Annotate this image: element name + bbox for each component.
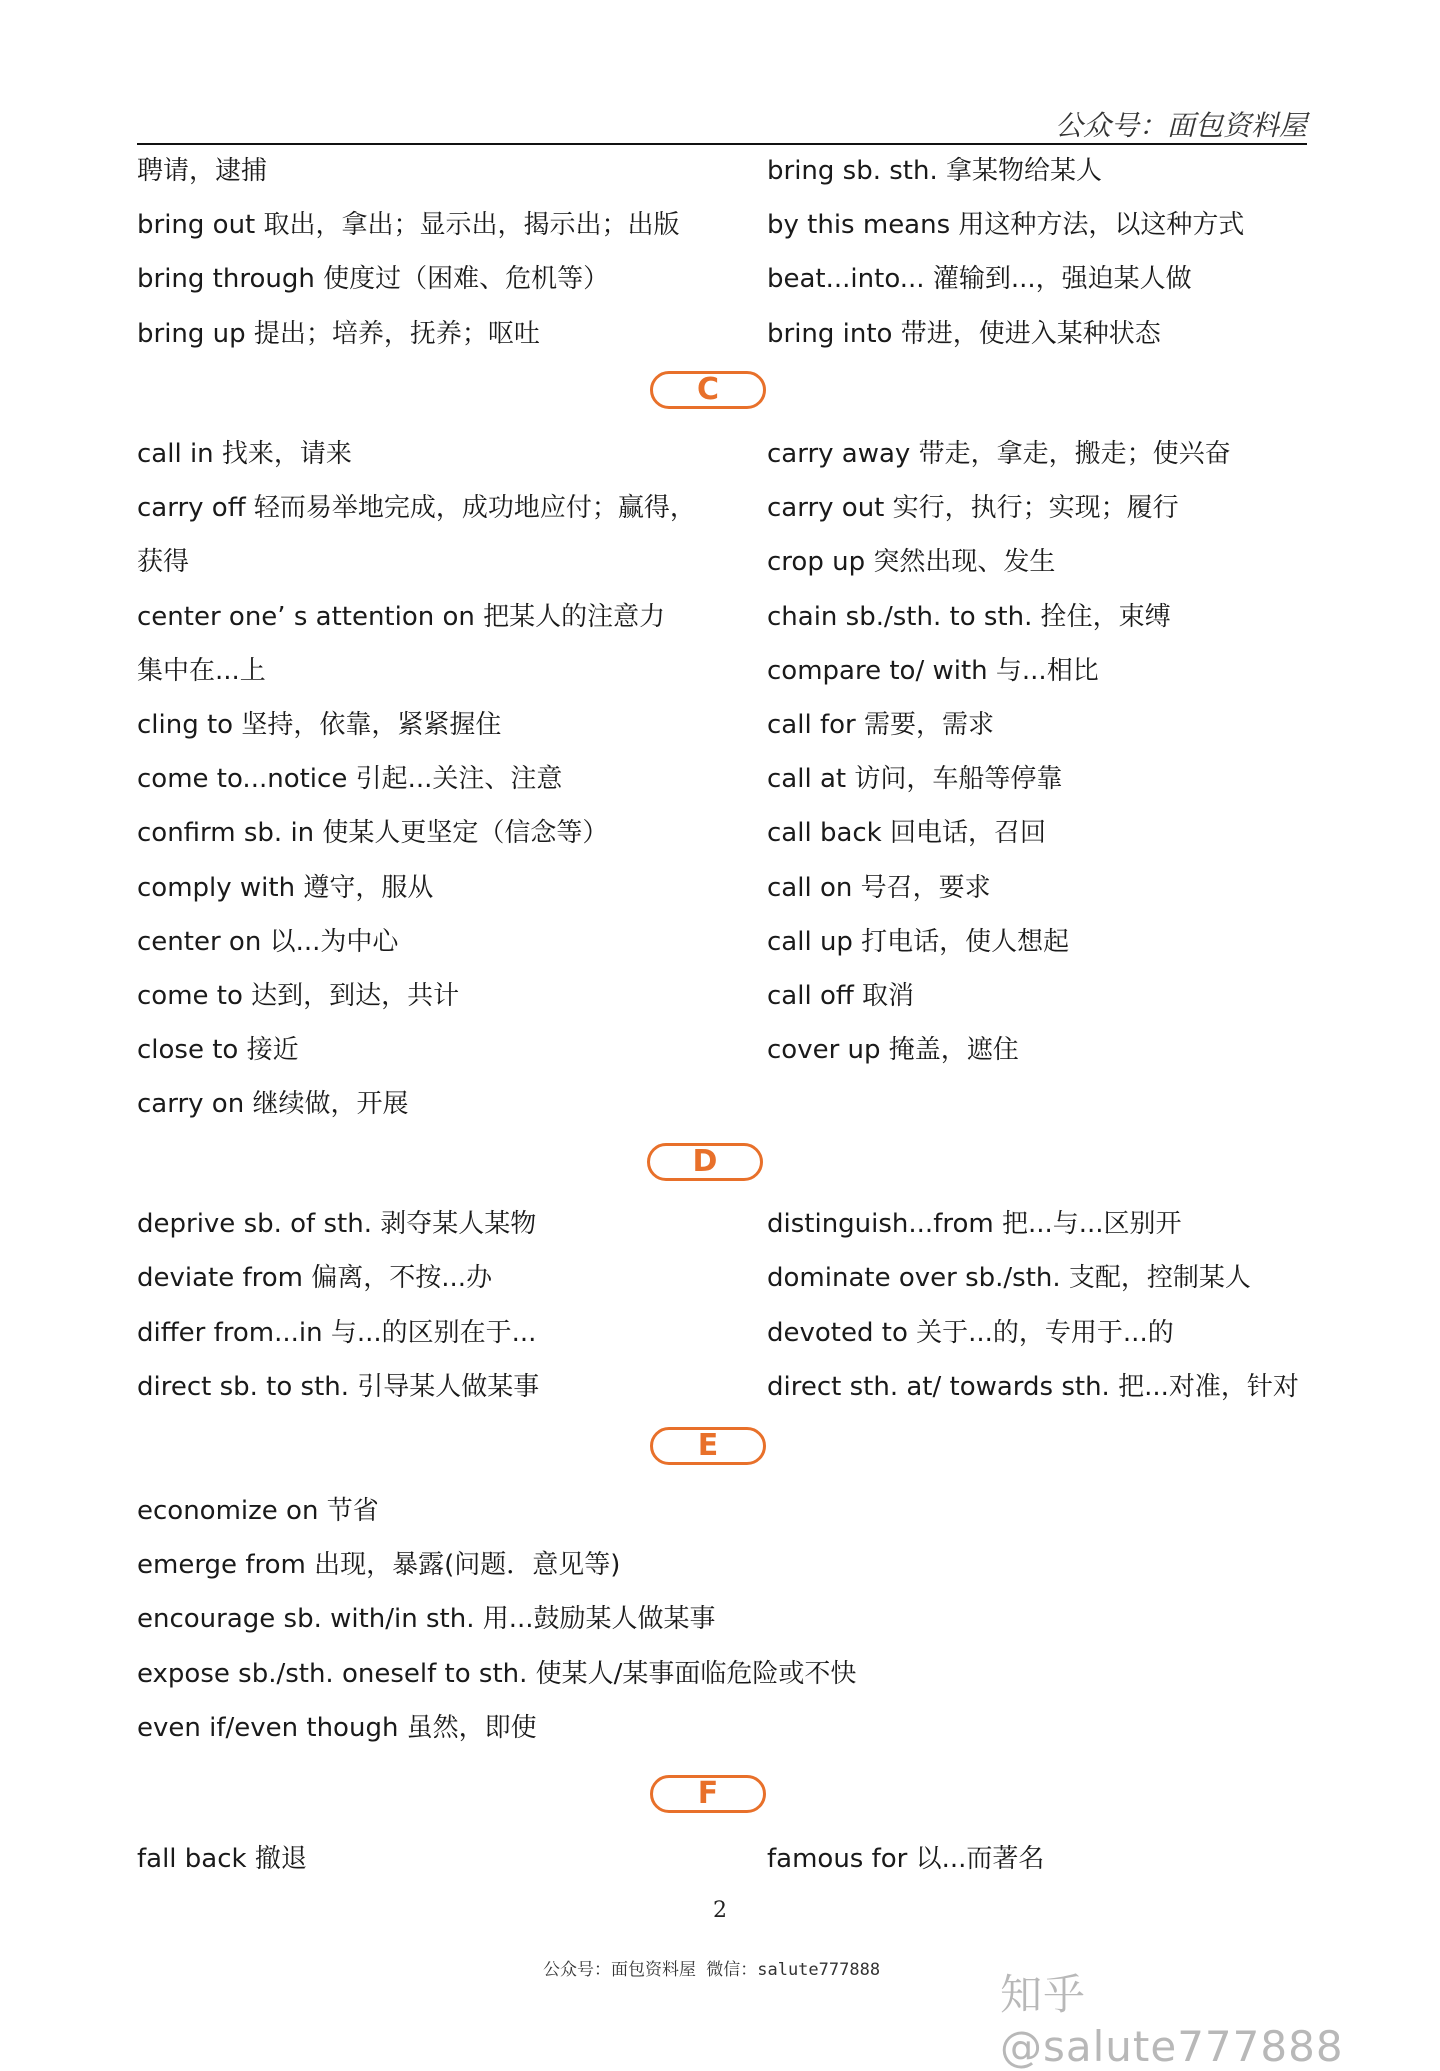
entry-right: call for 需要，需求 <box>767 710 994 740</box>
entry-left: fall back 撤退 <box>137 1844 307 1874</box>
entry-right: crop up 突然出现、发生 <box>767 547 1056 577</box>
entry-right: distinguish...from 把...与...区别开 <box>767 1209 1182 1239</box>
section-letter-d: D <box>647 1143 763 1181</box>
entry-right: carry out 实行，执行；实现；履行 <box>767 493 1179 523</box>
entry-left: call in 找来，请来 <box>137 439 352 469</box>
entry-row <box>137 311 1317 357</box>
section-letter-c: C <box>650 371 766 409</box>
entry-row <box>137 1836 1317 1882</box>
entry-row <box>137 1542 1317 1588</box>
entry-row <box>137 202 1317 248</box>
entry-right: cover up 掩盖，遮住 <box>767 1035 1019 1065</box>
entry-row <box>137 702 1317 748</box>
entry-left: 聘请，逮捕 <box>137 156 268 186</box>
entry-left: center on 以...为中心 <box>137 927 399 957</box>
entry-right: by this means 用这种方法，以这种方式 <box>767 210 1245 240</box>
entry-row <box>137 1596 1317 1642</box>
watermark: 知乎 @salute777888 <box>1000 1970 1344 2071</box>
entry-left: close to 接近 <box>137 1035 299 1065</box>
page-number: 2 <box>713 1898 727 1923</box>
entry-left: differ from...in 与...的区别在于... <box>137 1318 537 1348</box>
entry-row <box>137 1651 1317 1697</box>
entry-right: call off 取消 <box>767 981 915 1011</box>
entry-left: bring up 提出；培养，抚养；呕吐 <box>137 319 540 349</box>
entry-row <box>137 810 1317 856</box>
entry-row <box>137 539 1317 585</box>
entry-row <box>137 1364 1317 1410</box>
entry-row <box>137 148 1317 194</box>
entry-row <box>137 431 1317 477</box>
entry-right: call up 打电话，使人想起 <box>767 927 1070 957</box>
entry-row <box>137 1255 1317 1301</box>
entry-left: bring out 取出，拿出；显示出，揭示出；出版 <box>137 210 680 240</box>
entry-left: carry off 轻而易举地完成，成功地应付；赢得， <box>137 493 696 523</box>
entry-left: deprive sb. of sth. 剥夺某人某物 <box>137 1209 537 1239</box>
entry-row <box>137 1201 1317 1247</box>
entry-right: beat...into... 灌输到...，强迫某人做 <box>767 264 1192 294</box>
entry-right: compare to/ with 与...相比 <box>767 656 1099 686</box>
entry-row <box>137 648 1317 694</box>
entry-right: devoted to 关于...的，专用于...的 <box>767 1318 1174 1348</box>
entry-left: cling to 坚持，依靠，紧紧握住 <box>137 710 502 740</box>
entry-left: carry on 继续做，开展 <box>137 1089 409 1119</box>
entry-row <box>137 756 1317 802</box>
footer-text: 公众号：面包资料屋 微信：salute777888 <box>543 1960 881 1980</box>
entry-right: famous for 以...而著名 <box>767 1844 1045 1874</box>
entry-row <box>137 485 1317 531</box>
entry-row <box>137 1705 1317 1751</box>
entry-left: confirm sb. in 使某人更坚定（信念等） <box>137 818 609 848</box>
entry-right: call at 访问，车船等停靠 <box>767 764 1063 794</box>
section-letter-f: F <box>650 1775 766 1813</box>
entry-left: come to 达到，到达，共计 <box>137 981 460 1011</box>
entry-left: come to...notice 引起...关注、注意 <box>137 764 563 794</box>
entry-left: deviate from 偏离，不按...办 <box>137 1263 493 1293</box>
entry-right: direct sth. at/ towards sth. 把...对准，针对 <box>767 1372 1299 1402</box>
entry-row <box>137 1081 1317 1127</box>
entry-row <box>137 1488 1317 1534</box>
entry-left: direct sb. to sth. 引导某人做某事 <box>137 1372 540 1402</box>
entry-row <box>137 256 1317 302</box>
entry-left: center one’ s attention on 把某人的注意力 <box>137 602 666 632</box>
entry-right: call on 号召，要求 <box>767 873 991 903</box>
page-header <box>137 100 1307 145</box>
entry-right: bring sb. sth. 拿某物给某人 <box>767 156 1102 186</box>
entry-row <box>137 594 1317 640</box>
entry-row <box>137 865 1317 911</box>
entry-left: even if/even though 虽然，即使 <box>137 1713 537 1743</box>
section-letter-e: E <box>650 1427 766 1465</box>
entry-left: economize on 节省 <box>137 1496 379 1526</box>
entry-right: bring into 带进，使进入某种状态 <box>767 319 1161 349</box>
entry-right: call back 回电话，召回 <box>767 818 1046 848</box>
entry-left: expose sb./sth. oneself to sth. 使某人/某事面临危险或不快 <box>137 1659 857 1689</box>
entry-right: dominate over sb./sth. 支配，控制某人 <box>767 1263 1251 1293</box>
entry-row <box>137 1027 1317 1073</box>
entry-left: bring through 使度过（困难、危机等） <box>137 264 610 294</box>
entry-left: encourage sb. with/in sth. 用...鼓励某人做某事 <box>137 1604 716 1634</box>
entry-row <box>137 1310 1317 1356</box>
header-title: 公众号：面包资料屋 <box>1054 109 1307 142</box>
entry-right: chain sb./sth. to sth. 拴住，束缚 <box>767 602 1171 632</box>
entry-left: comply with 遵守，服从 <box>137 873 434 903</box>
entry-left: 获得 <box>137 547 190 577</box>
entry-row <box>137 919 1317 965</box>
header-rule <box>137 143 1307 145</box>
entry-left: 集中在...上 <box>137 656 266 686</box>
entry-right: carry away 带走，拿走，搬走；使兴奋 <box>767 439 1231 469</box>
entry-row <box>137 973 1317 1019</box>
entry-left: emerge from 出现，暴露(问题．意见等) <box>137 1550 621 1580</box>
